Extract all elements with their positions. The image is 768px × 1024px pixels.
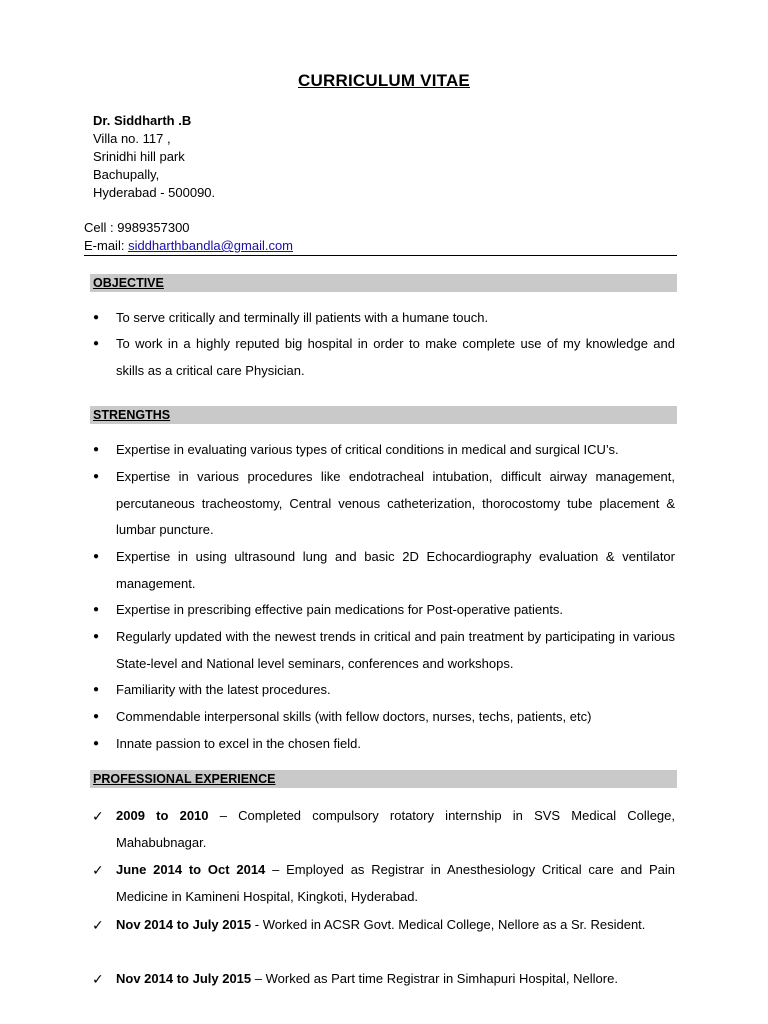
experience-item xyxy=(116,966,675,993)
section-heading-strengths: STRENGTHS xyxy=(90,406,677,424)
bullet-icon: ● xyxy=(93,631,100,642)
bullet-icon: ● xyxy=(93,338,100,349)
experience-text: - Worked in ACSR Govt. Medical College, Nellore as a Sr. Resident. xyxy=(251,917,646,932)
section-heading-objective: OBJECTIVE xyxy=(90,274,677,292)
cell-number: 9989357300 xyxy=(117,220,190,235)
cell-line xyxy=(84,219,293,237)
address-line: Bachupally, xyxy=(93,167,160,182)
bullet-icon: ● xyxy=(93,604,100,615)
experience-period: Nov 2014 to July 2015 xyxy=(116,971,252,986)
experience-period: June 2014 to Oct 2014 xyxy=(116,862,266,877)
objective-item: To work in a highly reputed big hospital in order to make complete use of my knowledge and skills as a critical care Physician. xyxy=(116,336,675,378)
experience-item xyxy=(116,857,675,910)
address-line: Villa no. 117 , xyxy=(93,131,171,146)
experience-period: 2009 to 2010 xyxy=(116,808,209,823)
contact-block xyxy=(84,219,293,255)
strength-item: Expertise in evaluating various types of critical conditions in medical and surgical ICU’s. xyxy=(116,442,619,457)
experience-item xyxy=(116,803,675,856)
checkmark-icon: ✓ xyxy=(92,971,104,987)
bullet-icon: ● xyxy=(93,551,100,562)
bullet-icon: ● xyxy=(93,711,100,722)
strength-item: Expertise in various procedures like endotracheal intubation, difficult airway management, percutaneous tracheostomy, Central venous catheterization, thorocostomy tube placement & lumbar puncture. xyxy=(116,469,675,537)
email-link[interactable]: siddharthbandla@gmail.com xyxy=(128,238,294,253)
checkmark-icon: ✓ xyxy=(92,808,104,824)
address-line: Hyderabad - 500090. xyxy=(93,185,216,200)
experience-text: – Completed compulsory rotatory internship in SVS Medical College, Mahabubnagar. xyxy=(116,808,675,850)
bullet-icon: ● xyxy=(93,312,100,323)
header-divider xyxy=(84,255,677,256)
candidate-name: Dr. Siddharth .B xyxy=(93,113,192,128)
checkmark-icon: ✓ xyxy=(92,917,104,933)
checkmark-icon: ✓ xyxy=(92,862,104,878)
strength-item: Familiarity with the latest procedures. xyxy=(116,682,331,697)
address-block xyxy=(93,112,215,202)
bullet-icon: ● xyxy=(93,471,100,482)
strength-item: Expertise in using ultrasound lung and basic 2D Echocardiography evaluation & ventilator management. xyxy=(116,549,675,591)
email-line xyxy=(84,237,293,255)
experience-text: – Employed as Registrar in Anesthesiology Critical care and Pain Medicine in Kamineni Hospital, Kingkoti, Hyderabad. xyxy=(116,862,675,904)
experience-period: Nov 2014 to July 2015 xyxy=(116,917,252,932)
bullet-icon: ● xyxy=(93,444,100,455)
strength-item: Commendable interpersonal skills (with fellow doctors, nurses, techs, patients, etc) xyxy=(116,709,592,724)
address-line: Srinidhi hill park xyxy=(93,149,185,164)
page-title: CURRICULUM VITAE xyxy=(298,71,470,90)
strength-item: Regularly updated with the newest trends in critical and pain treatment by participating in various State-level and National level seminars, conferences and workshops. xyxy=(116,629,675,671)
experience-item xyxy=(116,912,675,939)
email-label: E-mail: xyxy=(84,238,129,253)
section-heading-experience: PROFESSIONAL EXPERIENCE xyxy=(90,770,677,788)
cell-label: Cell : xyxy=(84,220,118,235)
objective-item: To serve critically and terminally ill patients with a humane touch. xyxy=(116,310,489,325)
strength-item: Innate passion to excel in the chosen field. xyxy=(116,736,361,751)
bullet-icon: ● xyxy=(93,738,100,749)
bullet-icon: ● xyxy=(93,684,100,695)
experience-text: – Worked as Part time Registrar in Simhapuri Hospital, Nellore. xyxy=(251,971,618,986)
strength-item: Expertise in prescribing effective pain medications for Post-operative patients. xyxy=(116,602,564,617)
